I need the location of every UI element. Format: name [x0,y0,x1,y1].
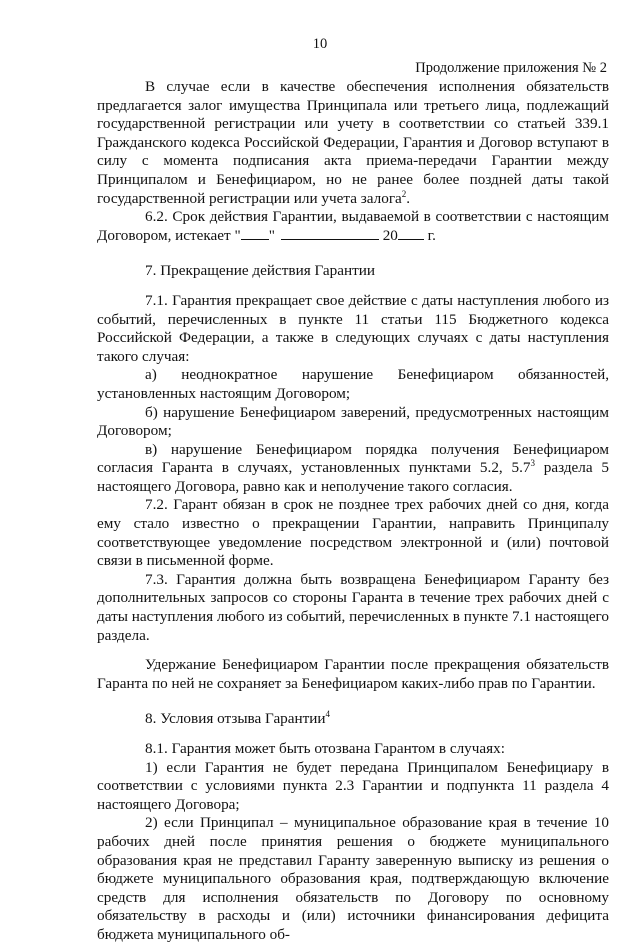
paragraph-7-1-c-text: в) нарушение Бенефициаром порядка получения Бенефициаром согласия Гаранта в случаях, установленных пунктами 5.2, 5.7 [97,440,609,477]
paragraph-7-1-c-end: раздела 5 настоящего Договора, равно как и неполучение такого согласия. [97,459,609,495]
paragraph-7-1: 7.1. Гарантия прекращает свое действие с даты наступления любого из событий, перечисленных в пункте 11 статьи 115 Бюджетного кодекса Российской Федерации, а также в следующих случаях с даты наступления такого случая: [97,291,609,365]
paragraph-8-1-2: 2) если Принципал – муниципальное образование края в течение 10 рабочих дней после принятия решения о бюджете муниципального образования края не представил Гаранту заверенную выписку из решения о бюджете муниципального образования края, подтверждающую включение средств для исполнения обязательств по Договору по основному обязательству в расходы и (или) источники финансирования дефицита бюджета муниципального об- [97,814,609,943]
footnote-ref-3: 3 [530,458,535,469]
paragraph-8-1-1: 1) если Гарантия не будет передана Принципалом Бенефициару в соответствии с условиями пункта 2.3 Гарантии и подпункта 11 раздела 4 настоящего Договора; [97,758,609,813]
section-heading-7: 7. Прекращение действия Гарантии [145,262,375,280]
section-heading-8-text: 8. Условия отзыва Гарантии [145,710,326,728]
footnote-ref-2: 2 [401,188,407,199]
blank-year [398,227,424,240]
footnote-ref-4: 4 [325,709,331,720]
paragraph-7-1-a: а) неоднократное нарушение Бенефициаром обязанностей, установленных настоящим Договором; [97,366,609,402]
appendix-continuation-label: Продолжение приложения № 2 [415,60,607,76]
year-suffix: г. [427,226,436,244]
paragraph-pledge [97,78,609,208]
paragraph-8-1: 8.1. Гарантия может быть отозвана Гарантом в случаях: [145,740,505,757]
paragraph-pledge-end: . [406,189,411,207]
blank-month [281,227,379,240]
section-heading-8 [97,710,609,729]
document-body [97,78,609,945]
paragraph-7-1-c [97,441,609,497]
paragraph-retention: Удержание Бенефициаром Гарантии после прекращения обязательств Гаранта по ней не сохраняет за Бенефициаром каких-либо прав по Гарантии. [97,656,609,692]
blank-day [241,227,269,240]
year-prefix: 20 [382,226,398,244]
paragraph-7-2: 7.2. Гарант обязан в срок не позднее трех рабочих дней со дня, когда ему стало известно о прекращении Гарантии, направить Принципалу соответствующее уведомление посредством электронной и (или) почтовой связи в письменной форме. [97,496,609,570]
paragraph-7-1-b: б) нарушение Бенефициаром заверений, предусмотренных настоящим Договором; [97,403,609,440]
quote-close: " [268,226,275,244]
paragraph-pledge-text: В случае если в качестве обеспечения исполнения обязательств предлагается залог имущества Принципала или третьего лица, подлежащий государственной регистрации или учету в соответствии со статьей 339.1 Гражданского кодекса Российской Федерации, Гарантия и Договор вступают в силу с момента подписания акта приема-передачи Гарантии между Принципалом и Бенефициаром, но не ранее более поздней даты такой государственной регистрации или учета залога [97,78,609,207]
page-number: 10 [312,36,328,52]
paragraph-7-3: 7.3. Гарантия должна быть возвращена Бенефициаром Гаранту без дополнительных запросов со стороны Гаранта в течение трех рабочих дней с даты наступления любого из событий, перечисленных в пункте 7.1 настоящего раздела. [97,570,609,644]
paragraph-6-2 [97,208,609,245]
paragraph-6-2-text: 6.2. Срок действия Гарантии, выдаваемой в соответствии с настоящим Договором, истекает " [97,208,609,244]
